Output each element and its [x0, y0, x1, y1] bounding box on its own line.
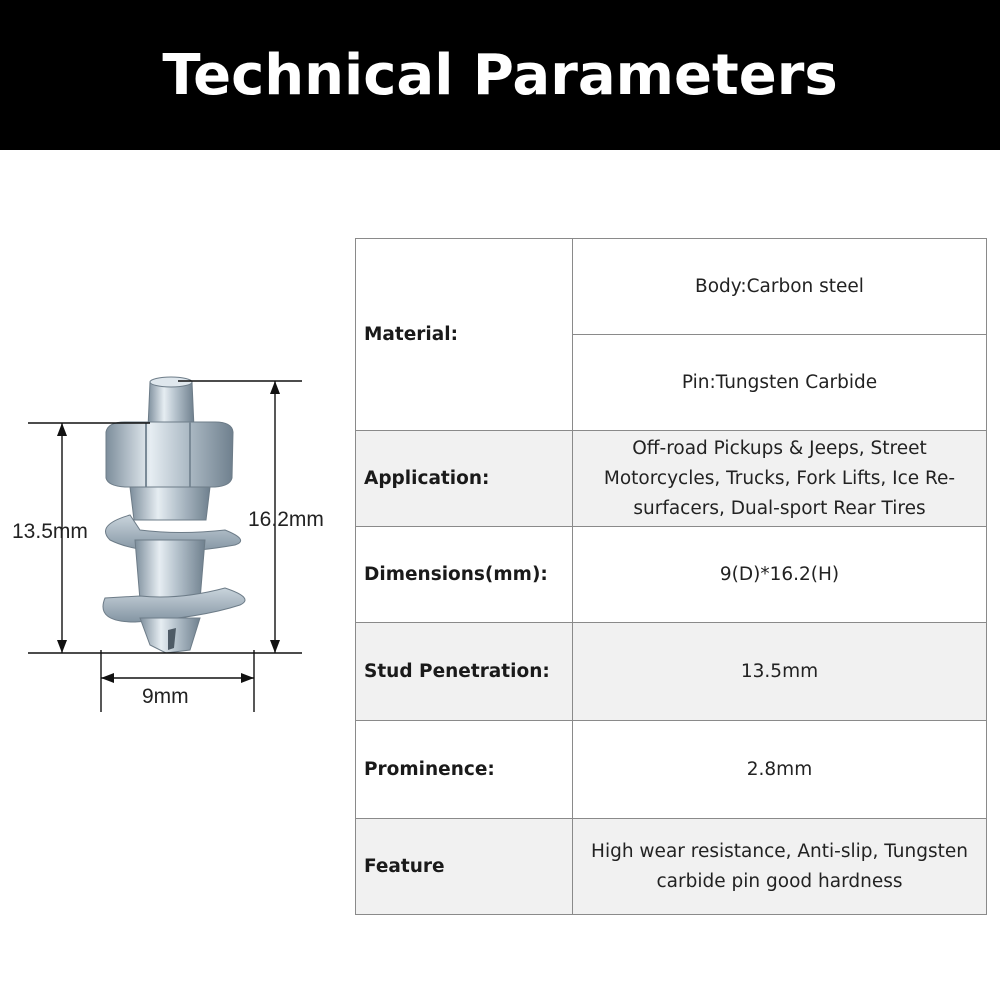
table-row-material-body	[356, 239, 987, 335]
feature-label: Feature	[356, 819, 573, 915]
stud-diagram	[0, 360, 345, 720]
prominence-value: 2.8mm	[573, 721, 987, 819]
table-row-feature	[356, 819, 987, 915]
spec-table	[355, 238, 987, 915]
table-row-penetration	[356, 623, 987, 721]
table-row-dimensions	[356, 527, 987, 623]
table-row-application	[356, 431, 987, 527]
stud-picture	[103, 377, 245, 653]
penetration-label: Stud Penetration:	[356, 623, 573, 721]
height-right-label: 16.2mm	[248, 508, 324, 531]
header-banner	[0, 0, 1000, 150]
application-label: Application:	[356, 431, 573, 527]
material-body-value: Body:Carbon steel	[573, 239, 987, 335]
material-label: Material:	[356, 239, 573, 431]
dimensions-value: 9(D)*16.2(H)	[573, 527, 987, 623]
prominence-label: Prominence:	[356, 721, 573, 819]
penetration-value: 13.5mm	[573, 623, 987, 721]
feature-value: High wear resistance, Anti-slip, Tungsten carbide pin good hardness	[573, 819, 987, 915]
height-left-label: 13.5mm	[12, 520, 88, 543]
application-value: Off-road Pickups & Jeeps, Street Motorcycles, Trucks, Fork Lifts, Ice Re-surfacers, Dual-sport Rear Tires	[573, 431, 987, 527]
dimensions-label: Dimensions(mm):	[356, 527, 573, 623]
width-label: 9mm	[142, 685, 189, 708]
page-title: Technical Parameters	[162, 42, 838, 108]
table-row-prominence	[356, 721, 987, 819]
material-pin-value: Pin:Tungsten Carbide	[573, 335, 987, 431]
stud-diagram-svg	[0, 360, 345, 720]
